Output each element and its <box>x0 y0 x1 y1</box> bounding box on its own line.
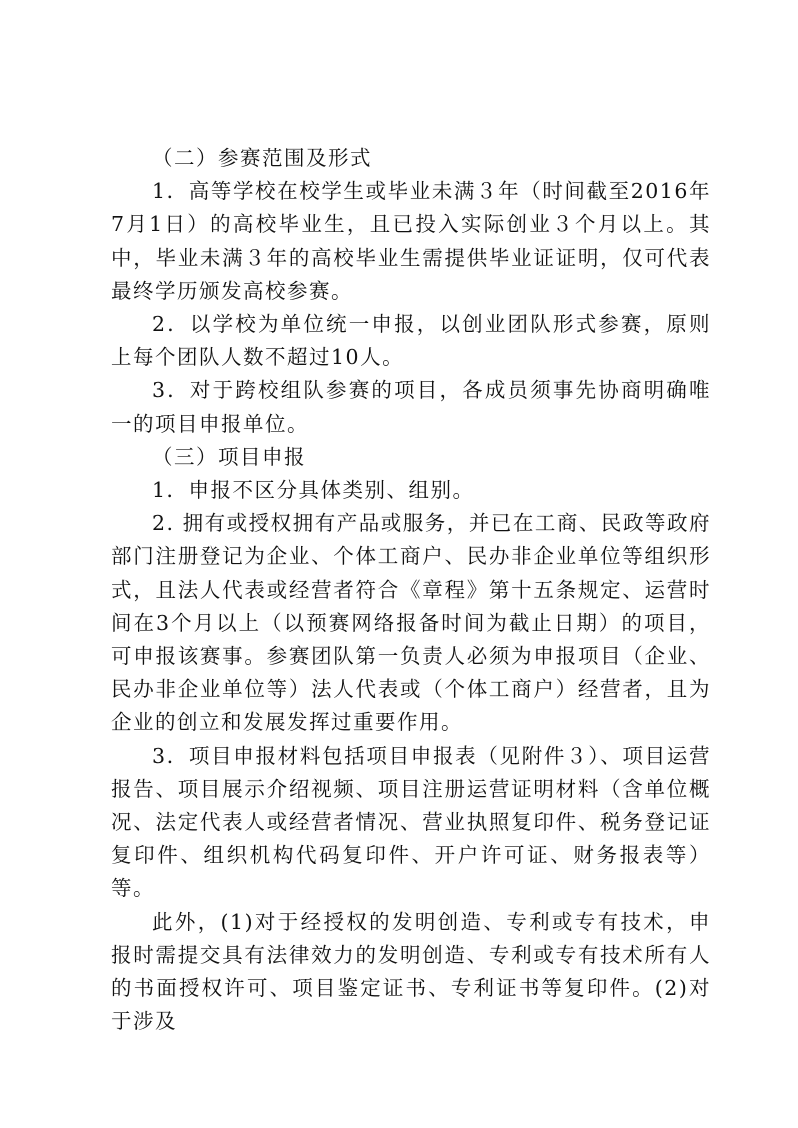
document-body <box>111 142 711 1038</box>
section-heading-project-application: （三）项目申报 <box>152 444 306 469</box>
paragraph-cross-school: 3．对于跨校组队参赛的项目，各成员须事先协商明确唯一的项目申报单位。 <box>111 378 711 436</box>
paragraph-eligibility: 1．高等学校在校学生或毕业未满３年（时间截至2016年7月1日）的高校毕业生，且已投入实际创业３个月以上。其中，毕业未满３年的高校毕业生需提供毕业证证明，仅可代表最终学历颁发高校参赛。 <box>111 179 711 303</box>
paragraph-application-materials: 3．项目申报材料包括项目申报表（见附件３）、项目运营报告、项目展示介绍视频、项目注册运营证明材料（含单位概况、法定代表人或经营者情况、营业执照复印件、税务登记证复印件、组织机构代码复印件、开户许可证、财务报表等）等。 <box>111 743 711 901</box>
paragraph-team-size: 2．以学校为单位统一申报，以创业团队形式参赛，原则上每个团队人数不超过10人。 <box>111 312 711 370</box>
paragraph-no-category: 1．申报不区分具体类别、组别。 <box>152 478 475 503</box>
section-heading-participation-scope: （二）参赛范围及形式 <box>152 146 372 170</box>
paragraph-additional-requirements: 此外，(1)对于经授权的发明创造、专利或专有技术，申报时需提交具有法律效力的发明创造、专利或专有技术所有人的书面授权许可、项目鉴定证书、专利证书等复印件。(2)对于涉及 <box>111 909 711 1034</box>
paragraph-registration-requirements: 2. 拥有或授权拥有产品或服务，并已在工商、民政等政府部门注册登记为企业、个体工商户、民办非企业单位等组织形式，且法人代表或经营者符合《章程》第十五条规定、运营时间在3个月以上（以预赛网络报备时间为截止日期）的项目，可申报该赛事。参赛团队第一负责人必须为申报项目（企业、民办非企业单位等）法人代表或（个体工商户）经营者，且为企业的创立和发展发挥过重要作用。 <box>111 511 711 735</box>
